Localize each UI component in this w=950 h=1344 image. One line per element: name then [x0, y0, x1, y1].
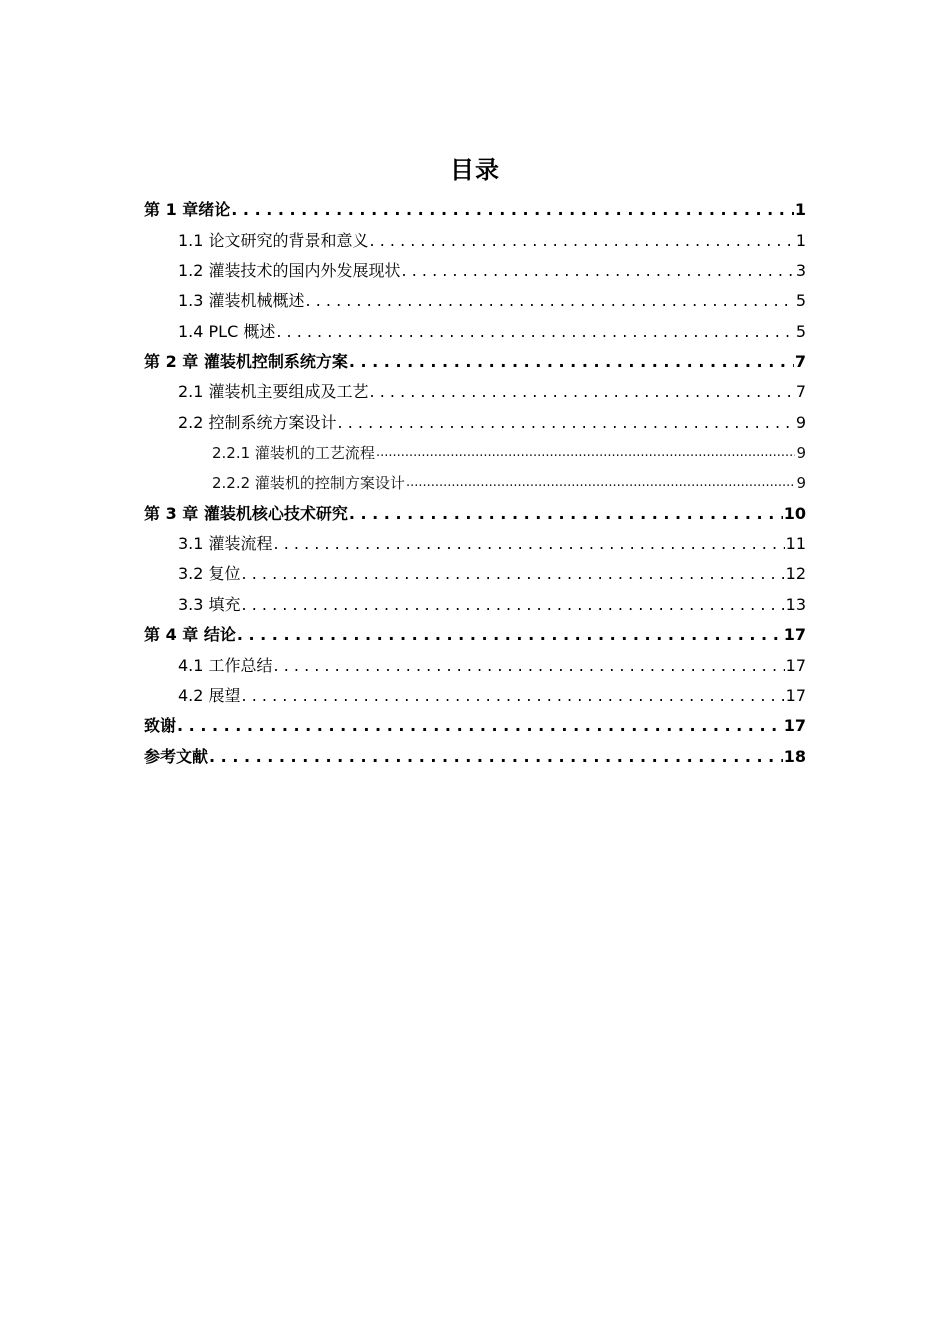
- toc-dot-leader: [209, 747, 783, 767]
- toc-entry-label: 2.2 控制系统方案设计: [178, 412, 337, 432]
- toc-entry-page: 17: [783, 716, 806, 736]
- toc-entry-page: 12: [785, 564, 806, 584]
- toc-entry[interactable]: [144, 619, 806, 649]
- toc-dot-leader: [242, 564, 785, 584]
- toc-entry-label: 3.1 灌装流程: [178, 534, 273, 554]
- toc-entry-label: 4.1 工作总结: [178, 655, 273, 675]
- toc-entry[interactable]: [144, 194, 806, 224]
- toc-entry-page: 18: [783, 746, 806, 766]
- toc-entry-page: 1: [795, 230, 806, 250]
- toc-entry[interactable]: [144, 406, 806, 436]
- toc-entry-page: 9: [795, 412, 806, 432]
- toc-entry[interactable]: [144, 497, 806, 527]
- toc-entry-page: 17: [785, 655, 806, 675]
- toc-entry-label: 2.2.2 灌装机的控制方案设计: [212, 474, 405, 493]
- toc-entry-page: 1: [794, 200, 806, 220]
- toc-entry-page: 17: [783, 625, 806, 645]
- toc-entry[interactable]: [144, 255, 806, 285]
- toc-entry-label: 第 3 章 灌装机核心技术研究: [144, 503, 348, 523]
- toc-entry-page: 9: [796, 444, 806, 463]
- toc-title: 目录: [450, 156, 500, 184]
- toc-entry[interactable]: [144, 437, 806, 467]
- toc-dot-leader: [402, 261, 795, 281]
- toc-entry[interactable]: [144, 315, 806, 345]
- toc-entry[interactable]: [144, 467, 806, 497]
- toc-dot-leader: [276, 322, 794, 342]
- toc-entry-label: 第 2 章 灌装机控制系统方案: [144, 352, 348, 372]
- toc-dot-leader: [242, 595, 785, 615]
- toc-entry-page: 13: [785, 594, 806, 614]
- toc-entry-label: 参考文献: [144, 746, 209, 766]
- toc-entry-page: 3: [795, 261, 806, 281]
- toc-entry-page: 11: [785, 534, 806, 554]
- toc-entry-page: 17: [785, 685, 806, 705]
- toc-dot-leader: [231, 200, 794, 220]
- toc-entry-label: 1.2 灌装技术的国内外发展现状: [178, 261, 401, 281]
- toc-entry[interactable]: [144, 285, 806, 315]
- toc-entry[interactable]: [144, 346, 806, 376]
- toc-dot-leader: [349, 504, 783, 524]
- toc-dot-leader: [370, 382, 795, 402]
- toc-entry[interactable]: [144, 376, 806, 406]
- toc-dot-leader: [349, 352, 794, 372]
- toc-entry-label: 3.2 复位: [178, 564, 241, 584]
- toc-dot-leader: [274, 656, 785, 676]
- toc-dot-leader: [237, 625, 783, 645]
- toc-entry[interactable]: [144, 710, 806, 740]
- toc-entry-page: 10: [783, 503, 806, 523]
- toc-entry[interactable]: [144, 558, 806, 588]
- toc-entry-label: 1.1 论文研究的背景和意义: [178, 230, 369, 250]
- toc-entry-label: 2.2.1 灌装机的工艺流程: [212, 444, 375, 463]
- toc-entry-label: 第 1 章绪论: [144, 200, 231, 220]
- toc-entry[interactable]: [144, 649, 806, 679]
- toc-entry-label: 1.4 PLC 概述: [178, 321, 276, 341]
- toc-dot-leader: [376, 443, 796, 463]
- toc-dot-leader: [177, 716, 783, 736]
- toc-entry[interactable]: [144, 680, 806, 710]
- toc-entry-page: 5: [795, 291, 806, 311]
- toc-entry-page: 7: [795, 382, 806, 402]
- toc-dot-leader: [242, 686, 785, 706]
- toc-entry-label: 致谢: [144, 716, 177, 736]
- toc-entry-label: 4.2 展望: [178, 685, 241, 705]
- toc-entry-label: 3.3 填充: [178, 594, 241, 614]
- toc-entry-label: 第 4 章 结论: [144, 625, 236, 645]
- toc-dot-leader: [274, 534, 785, 554]
- toc-entry-label: 1.3 灌装机械概述: [178, 291, 305, 311]
- toc-entry[interactable]: [144, 528, 806, 558]
- toc-entry[interactable]: [144, 224, 806, 254]
- toc-dot-leader: [370, 231, 795, 251]
- toc-dot-leader: [338, 413, 795, 433]
- toc-entry-page: 5: [795, 321, 806, 341]
- toc-entry-page: 7: [794, 352, 806, 372]
- toc-entry-label: 2.1 灌装机主要组成及工艺: [178, 382, 369, 402]
- toc-dot-leader: [406, 473, 796, 493]
- toc-entry-page: 9: [796, 474, 806, 493]
- table-of-contents: [144, 194, 806, 771]
- toc-entry[interactable]: [144, 588, 806, 618]
- toc-entry[interactable]: [144, 740, 806, 770]
- toc-dot-leader: [306, 291, 795, 311]
